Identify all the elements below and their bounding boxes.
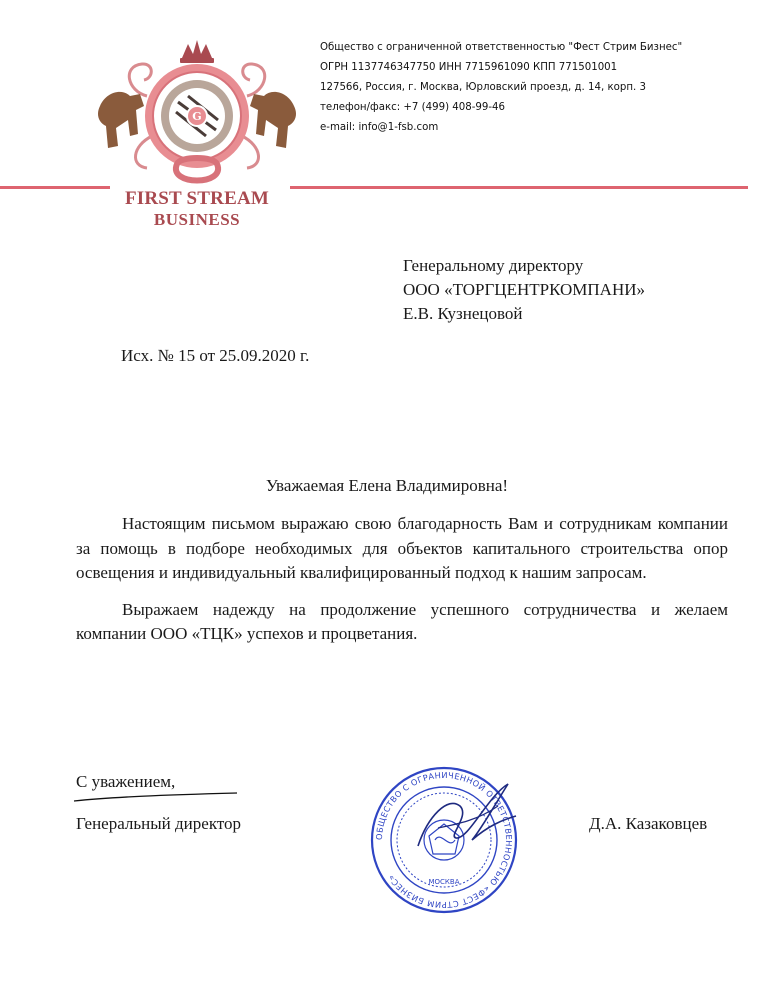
paragraph: Выражаем надежду на продолжение успешного сотрудничества и желаем компании ООО «ТЦК» успехов и процветания. — [76, 599, 728, 643]
regards-underline — [72, 791, 242, 805]
company-registration: ОГРН 1137746347750 ИНН 7715961090 КПП 771501001 — [320, 62, 618, 73]
signer-position: Генеральный директор — [76, 814, 242, 833]
header-rule-right — [290, 186, 748, 189]
signer-name: Д.А. Казаковцев — [589, 814, 708, 833]
outgoing-number: Исх. № 15 от 25.09.2020 г. — [121, 346, 310, 365]
brand-name-line1: FIRST STREAM — [124, 188, 270, 209]
svg-text:ОБЩЕСТВО С ОГРАНИЧЕННОЙ ОТВЕТС: ОБЩЕСТВО С ОГРАНИЧЕННОЙ ОТВЕТСТВЕННОСТЬЮ «ФЕСТ СТРИМ БИЗНЕС» — [373, 769, 515, 911]
recipient-company: ООО «ТОРГЦЕНТРКОМПАНИ» — [403, 280, 645, 299]
letter-body — [76, 512, 728, 659]
recipient-position: Генеральному директору — [403, 256, 584, 275]
company-phone: телефон/факс: +7 (499) 408-99-46 — [320, 102, 506, 113]
header-rule-left — [0, 186, 110, 189]
recipient-name: Е.В. Кузнецовой — [403, 304, 523, 323]
company-legal-name: Общество с ограниченной ответственностью "Фест Стрим Бизнес" — [320, 42, 683, 53]
company-requisites — [320, 38, 682, 138]
greeting: Уважаемая Елена Владимировна! — [265, 476, 509, 495]
handwritten-signature — [398, 776, 528, 866]
stamp-city: МОСКВА — [428, 878, 460, 886]
company-email: e-mail: info@1-fsb.com — [320, 122, 439, 133]
svg-text:G: G — [192, 110, 202, 123]
regards: С уважением, — [76, 772, 176, 791]
recipient-block — [403, 254, 645, 326]
company-address: 127566, Россия, г. Москва, Юрловский проезд, д. 14, корп. 3 — [320, 82, 646, 93]
paragraph: Настоящим письмом выражаю свою благодарность Вам и сотрудникам компании за помощь в подборе необходимых для объектов капитального строительства опор освещения и индивидуальный квалифицированный подход к нашим запросам. — [76, 514, 728, 582]
brand-name-line2: BUSINESS — [153, 210, 241, 229]
